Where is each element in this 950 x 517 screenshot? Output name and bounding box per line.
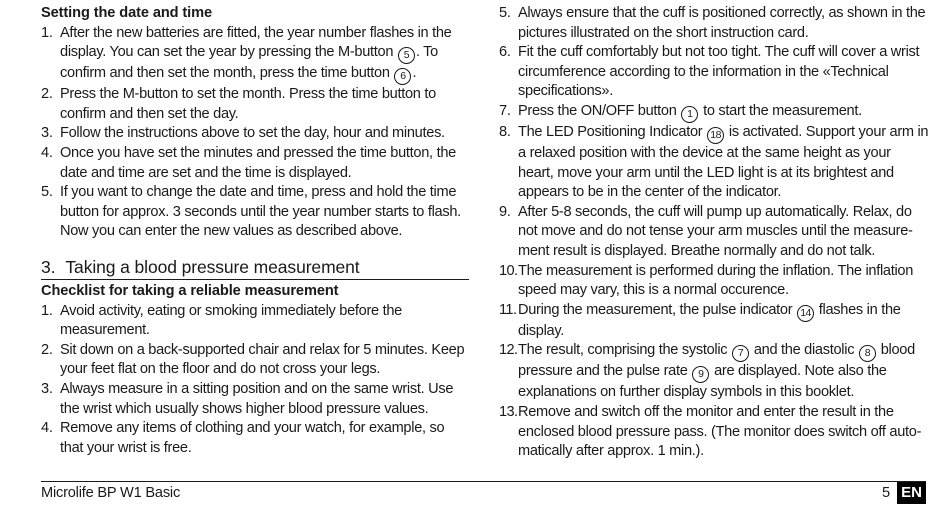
list-item (41, 183, 471, 242)
reference-number-badge: 7 (732, 345, 749, 362)
reference-number-badge: 18 (707, 127, 724, 144)
list-item-number: 3. (41, 125, 53, 142)
list-item-text: Fit the cuff comfortably but not too tight. The cuff will cover a wrist circumference according to the information in the «Technical specifications». (518, 44, 920, 100)
list-item-text: is activated. Support your arm in a relaxed position with the device at the same height as your heart, move your arm until the LED light is at its brightest and appears to be in the center of the indicator. (518, 123, 929, 201)
list-item-number: 4. (41, 420, 53, 437)
list-item-text: The result, comprising the systolic (518, 342, 732, 359)
list-item (41, 380, 471, 419)
left-column (41, 4, 471, 458)
section-heading (41, 256, 469, 280)
list-item (41, 341, 471, 380)
list-item-text: Always ensure that the cuff is positioned correctly, as shown in the pictures illustrated on the short instruction card. (518, 5, 926, 41)
section-title: Taking a blood pressure measurement (65, 256, 360, 277)
list-item-text: The measurement is performed during the inflation. The inflation speed may vary, this is a normal occurence. (518, 262, 914, 299)
list-item-text: The LED Positioning Indicator (518, 123, 707, 140)
list-item-text: Sit down on a back-supported chair and relax for 5 minutes. Keep your feet flat on the floor and do not cross your legs. (60, 341, 465, 378)
list-item (499, 341, 929, 403)
list-item-number: 1. (41, 24, 53, 41)
list-item-text: Remove and switch off the monitor and enter the result in the enclosed blood pressure pass. (The monitor does switch off auto-matically after approx. 1 min.). (518, 403, 922, 460)
checklist-heading: Checklist for taking a reliable measurement (41, 282, 339, 299)
list-item (499, 102, 929, 123)
list-item (41, 85, 471, 124)
list-item-text: . (412, 65, 417, 82)
list-item-number: 13. (499, 403, 518, 420)
footer-page-info (882, 482, 926, 504)
list-item-text: Remove any items of clothing and your watch, for example, so that your wrist is free. (60, 420, 445, 456)
list-item-number: 8. (499, 123, 511, 140)
list-item-text: Always measure in a sitting position and on the same wrist. Use the wrist which usually shows higher blood pressure values. (60, 380, 454, 417)
list-item-number: 3. (41, 380, 53, 397)
list-item-text: Press the M-button to set the month. Press the time button to confirm and then set the day. (60, 86, 436, 122)
reference-number-badge: 9 (692, 366, 709, 383)
reference-number-badge: 8 (859, 345, 876, 362)
list-item-number: 2. (41, 86, 53, 103)
list-item-text: . To confirm and then set the month, press the time button (60, 44, 438, 82)
list-item (41, 302, 471, 341)
checklist (41, 302, 471, 459)
page-number: 5 (882, 485, 891, 501)
reference-number-badge: 6 (394, 68, 411, 85)
date-heading: Setting the date and time (41, 5, 213, 21)
list-item-number: 4. (41, 144, 53, 161)
list-item (499, 43, 929, 102)
list-item-text: After the new batteries are fitted, the year number flashes in the display. You can set the year by pressing the M-button (60, 24, 452, 61)
list-item-text: After 5-8 seconds, the cuff will pump up automatically. Relax, do not move and do not tense your arm muscles until the measure-ment result is displayed. Breathe normally and do not talk. (518, 203, 913, 259)
reference-number-badge: 5 (398, 47, 415, 64)
list-item (499, 4, 929, 43)
list-item-text: blood pressure and the pulse rate (518, 342, 915, 380)
list-item (41, 24, 471, 86)
list-item-number: 1. (41, 302, 53, 319)
list-item-number: 5. (41, 184, 53, 201)
list-item-text: Press the ON/OFF button (518, 102, 681, 119)
list-item (41, 144, 471, 183)
footer-divider (41, 481, 926, 482)
list-item (499, 403, 929, 462)
list-item-number: 2. (41, 341, 53, 358)
list-item-number: 10. (499, 262, 518, 279)
reference-number-badge: 14 (797, 305, 814, 322)
list-item (499, 123, 929, 203)
list-item-text: flashes in the display. (518, 301, 901, 339)
list-item-text: During the measurement, the pulse indicator (518, 301, 797, 318)
steps-list (499, 4, 929, 462)
section-number: 3. (41, 256, 56, 277)
list-item-number: 11. (499, 301, 517, 318)
list-item-text: and the diastolic (750, 342, 858, 359)
list-item-text: to start the measurement. (699, 102, 862, 119)
list-item (41, 124, 471, 144)
list-item-number: 9. (499, 203, 511, 220)
reference-number-badge: 1 (681, 106, 698, 123)
list-item-text: If you want to change the date and time, press and hold the time button for approx. 3 seconds until the year number starts to flash. Now you can enter the new values as described above. (60, 184, 461, 240)
list-item-number: 12. (499, 342, 518, 359)
list-item-number: 6. (499, 44, 511, 61)
footer-product: Microlife BP W1 Basic (41, 485, 181, 501)
language-badge: EN (897, 482, 926, 504)
list-item (499, 262, 929, 301)
list-item-number: 7. (499, 102, 511, 119)
list-item-text: Follow the instructions above to set the day, hour and minutes. (60, 125, 445, 142)
list-item (499, 203, 929, 262)
list-item-text: Once you have set the minutes and pressed the time button, the date and time are set and the time is displayed. (60, 144, 456, 181)
right-column (499, 4, 929, 462)
list-item-text: Avoid activity, eating or smoking immediately before the measurement. (60, 302, 403, 339)
list-item (499, 301, 929, 342)
date-list (41, 24, 471, 242)
list-item-text: are displayed. Note also the explanations on further display symbols in this booklet. (518, 363, 887, 401)
list-item-number: 5. (499, 5, 511, 21)
list-item (41, 419, 471, 458)
